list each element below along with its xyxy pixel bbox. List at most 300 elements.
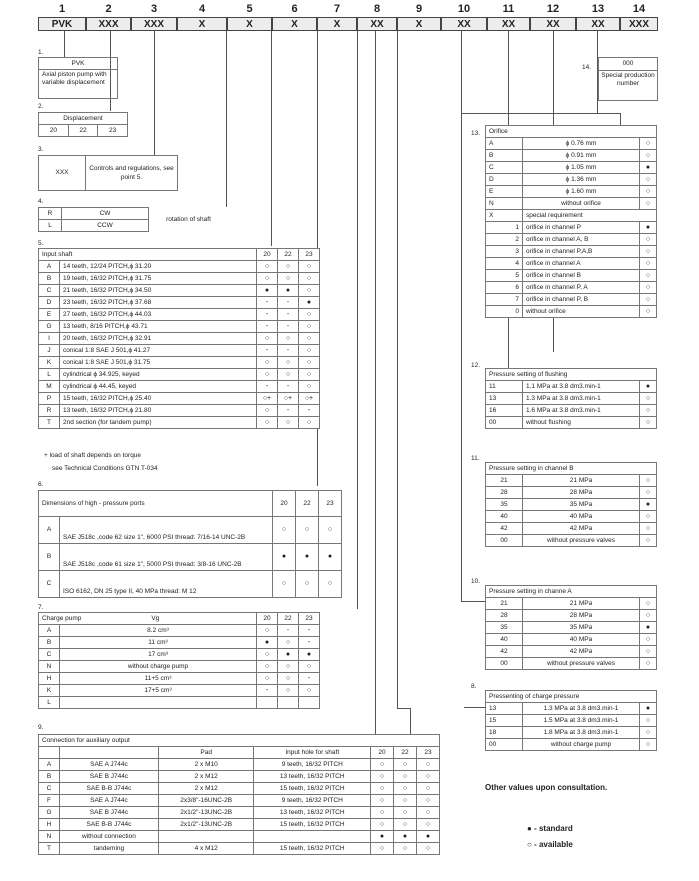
header-code-box: XX bbox=[530, 17, 576, 31]
table-cell: ○ bbox=[640, 523, 657, 535]
table-header-row bbox=[39, 735, 440, 747]
s9-num: 9. bbox=[38, 724, 44, 731]
table-cell bbox=[60, 697, 257, 709]
table-cell: ○ bbox=[394, 819, 417, 831]
table-cell: - bbox=[257, 321, 278, 333]
table-cell: ● bbox=[278, 285, 299, 297]
table-cell: 22 bbox=[278, 249, 299, 261]
table-cell: B bbox=[486, 150, 523, 162]
table-cell: conical 1:8 SAE J 501,ϕ 31.75 bbox=[60, 357, 257, 369]
table-cell: orifice in channel P, B bbox=[523, 294, 640, 306]
table-row bbox=[39, 285, 320, 297]
table-cell: 2x3/8"-16UNC-2B bbox=[158, 795, 254, 807]
table-cell: ○ bbox=[299, 321, 320, 333]
table-cell: A bbox=[486, 138, 523, 150]
table-cell: ○ bbox=[299, 381, 320, 393]
table-row bbox=[486, 598, 657, 610]
table-cell: ○ bbox=[394, 783, 417, 795]
table-cell: 11 bbox=[486, 381, 523, 393]
table-row bbox=[39, 685, 320, 697]
header-position-number: 1 bbox=[58, 3, 66, 15]
table-cell: ○ bbox=[394, 795, 417, 807]
header-position-number: 14 bbox=[632, 3, 646, 15]
table-row bbox=[486, 727, 657, 739]
table-cell: 15 teeth, 16/32 PITCH bbox=[254, 783, 371, 795]
table-cell: 21 MPa bbox=[523, 475, 640, 487]
table-cell: 00 bbox=[486, 535, 523, 547]
s5-note2: see Technical Conditions GTN T-034 bbox=[52, 465, 158, 472]
table-cell: 15 teeth, 16/32 PITCH bbox=[254, 819, 371, 831]
table-header-row bbox=[39, 613, 320, 625]
header-code-box: X bbox=[272, 17, 317, 31]
s7-title-cell bbox=[39, 613, 257, 625]
table-cell: 28 MPa bbox=[523, 610, 640, 622]
table-row bbox=[39, 673, 320, 685]
table-cell: T bbox=[39, 417, 60, 429]
s11-num: 11. bbox=[471, 455, 480, 462]
table-cell: ○ bbox=[371, 771, 394, 783]
table-cell: ● bbox=[299, 297, 320, 309]
table-cell: ○ bbox=[257, 673, 278, 685]
table-cell: 1.6 MPa at 3.8 dm3.min-1 bbox=[523, 405, 640, 417]
table-cell: ○ bbox=[394, 759, 417, 771]
table-cell: ○ bbox=[299, 685, 320, 697]
table-cell: 40 MPa bbox=[523, 634, 640, 646]
table-cell: SAE B J744c bbox=[60, 807, 159, 819]
table-row bbox=[486, 381, 657, 393]
table-row bbox=[39, 273, 320, 285]
table-cell: SAE J518c ,code 61 size 1", 5000 PSI thread: 3/8-16 UNC-2B bbox=[60, 544, 273, 571]
table-cell: - bbox=[299, 405, 320, 417]
table-cell: ○ bbox=[417, 795, 440, 807]
s8-charge-pressure-table bbox=[485, 690, 657, 751]
s4-code: R bbox=[39, 208, 62, 220]
table-cell: without orifice bbox=[523, 198, 640, 210]
table-cell: ○ bbox=[371, 843, 394, 855]
table-cell bbox=[257, 697, 278, 709]
table-cell: 20 bbox=[273, 491, 296, 517]
table-cell: ○ bbox=[296, 517, 319, 544]
table-cell: H bbox=[39, 819, 60, 831]
table-cell: 42 MPa bbox=[523, 523, 640, 535]
s2-value: 22 bbox=[68, 125, 98, 137]
table-cell: 23 bbox=[299, 613, 320, 625]
table-cell: 13 teeth, 16/32 PITCH,ϕ 21.80 bbox=[60, 405, 257, 417]
table-cell: orifice in channel A, B bbox=[523, 234, 640, 246]
table-row bbox=[486, 234, 657, 246]
header-position-number: 9 bbox=[415, 3, 423, 15]
table-cell: 2 x M12 bbox=[158, 771, 254, 783]
table-cell: ○ bbox=[640, 715, 657, 727]
table-cell: 42 bbox=[486, 523, 523, 535]
table-cell: ○ bbox=[299, 285, 320, 297]
table-cell: SAE B J744c bbox=[60, 771, 159, 783]
table-cell: ○ bbox=[278, 369, 299, 381]
s1-desc: Axial piston pump with variable displacement bbox=[42, 71, 107, 86]
table-cell: ○ bbox=[371, 807, 394, 819]
table-header-row bbox=[486, 463, 657, 475]
table-row bbox=[486, 138, 657, 150]
table-row bbox=[39, 831, 440, 843]
s14-box bbox=[598, 57, 658, 101]
table-cell: ○ bbox=[257, 625, 278, 637]
table-row bbox=[486, 294, 657, 306]
table-cell: without pressure valves bbox=[523, 535, 640, 547]
table-cell: ● bbox=[640, 703, 657, 715]
table-cell: ○ bbox=[278, 417, 299, 429]
table-cell: 13 teeth, 8/16 PITCH,ϕ 43.71 bbox=[60, 321, 257, 333]
table-cell: 1.8 MPa at 3.8 dm3.min-1 bbox=[523, 727, 640, 739]
table-cell: 1 bbox=[486, 222, 523, 234]
s1-box bbox=[38, 57, 118, 99]
table-cell: 8.2 cm³ bbox=[60, 625, 257, 637]
table-cell: ○ bbox=[640, 487, 657, 499]
table-cell: 2x1/2"-13UNC-2B bbox=[158, 819, 254, 831]
table-cell: without orifice bbox=[523, 306, 640, 318]
table-cell bbox=[158, 831, 254, 843]
table-row bbox=[486, 535, 657, 547]
table-row bbox=[39, 517, 342, 544]
table-cell: 15 teeth, 16/32 PITCH bbox=[254, 843, 371, 855]
table-cell: ○+ bbox=[278, 393, 299, 405]
table-cell: 28 MPa bbox=[523, 487, 640, 499]
table-cell: B bbox=[39, 771, 60, 783]
s13-num: 13. bbox=[471, 130, 481, 137]
s4-label: rotation of shaft bbox=[166, 215, 211, 223]
table-cell: without flushing bbox=[523, 417, 640, 429]
table-cell: 23 bbox=[319, 491, 342, 517]
footer-note: Other values upon consultation. bbox=[485, 783, 608, 792]
table-cell: ○ bbox=[278, 661, 299, 673]
table-cell: ○ bbox=[257, 357, 278, 369]
table-cell: ○ bbox=[257, 649, 278, 661]
table-row bbox=[39, 345, 320, 357]
table-row bbox=[486, 658, 657, 670]
table-row bbox=[39, 417, 320, 429]
table-cell: ○ bbox=[278, 261, 299, 273]
table-cell: ϕ 1.36 mm bbox=[523, 174, 640, 186]
table-cell: 4 x M12 bbox=[158, 843, 254, 855]
table-cell: - bbox=[278, 381, 299, 393]
table-cell: ○ bbox=[278, 333, 299, 345]
table-cell: ○ bbox=[640, 646, 657, 658]
table-cell: A bbox=[39, 625, 60, 637]
table-cell: ● bbox=[257, 637, 278, 649]
table-cell: SAE A J744c bbox=[60, 759, 159, 771]
table-cell: ○ bbox=[640, 634, 657, 646]
table-cell: 42 bbox=[486, 646, 523, 658]
table-row bbox=[486, 511, 657, 523]
header-code-box: XX bbox=[576, 17, 620, 31]
table-cell: ○ bbox=[257, 369, 278, 381]
table-cell: - bbox=[257, 685, 278, 697]
table-cell: 13 teeth, 16/32 PITCH bbox=[254, 807, 371, 819]
s9-aux-output-table bbox=[38, 734, 440, 855]
table-cell: ○ bbox=[273, 571, 296, 598]
table-cell: ○ bbox=[640, 258, 657, 270]
table-cell: - bbox=[257, 345, 278, 357]
table-row bbox=[39, 819, 440, 831]
table-cell: ● bbox=[278, 649, 299, 661]
table-row bbox=[39, 807, 440, 819]
table-cell: P bbox=[39, 393, 60, 405]
s14-num: 14. bbox=[582, 64, 592, 71]
table-cell: J bbox=[39, 345, 60, 357]
s13-orifice-table bbox=[485, 125, 657, 318]
table-cell: SAE B-B J744c bbox=[60, 783, 159, 795]
table-cell: B bbox=[39, 544, 60, 571]
table-cell: ○ bbox=[640, 727, 657, 739]
s8-title: Pressenting of charge pressure bbox=[486, 691, 657, 703]
s11-title: Pressure setting in channel B bbox=[486, 463, 657, 475]
s11-channel-b-table bbox=[485, 462, 657, 547]
table-cell: cylindrical ϕ 44.45, keyed bbox=[60, 381, 257, 393]
table-cell: ○ bbox=[417, 759, 440, 771]
table-cell: Input hole for shaft bbox=[254, 747, 371, 759]
table-cell: ○ bbox=[371, 759, 394, 771]
s4-table bbox=[38, 207, 228, 232]
standard-dot-icon: ● bbox=[527, 824, 532, 833]
table-row bbox=[39, 625, 320, 637]
table-cell: Pad bbox=[158, 747, 254, 759]
table-cell: 6 bbox=[486, 282, 523, 294]
table-cell: 17 cm³ bbox=[60, 649, 257, 661]
table-cell: ○ bbox=[417, 843, 440, 855]
table-cell: ϕ 0.76 mm bbox=[523, 138, 640, 150]
table-cell: ○ bbox=[299, 309, 320, 321]
table-cell: ○ bbox=[299, 261, 320, 273]
s10-channel-a-table bbox=[485, 585, 657, 670]
table-cell: ○ bbox=[371, 819, 394, 831]
table-cell: K bbox=[39, 685, 60, 697]
table-row bbox=[486, 186, 657, 198]
table-cell: ● bbox=[417, 831, 440, 843]
table-cell: ○ bbox=[278, 357, 299, 369]
table-cell: ○ bbox=[640, 282, 657, 294]
table-cell: without charge pump bbox=[60, 661, 257, 673]
table-cell: ○ bbox=[278, 685, 299, 697]
table-cell: 40 MPa bbox=[523, 511, 640, 523]
table-cell: 2x1/2"-13UNC-2B bbox=[158, 807, 254, 819]
table-cell: ○ bbox=[640, 598, 657, 610]
table-row bbox=[486, 475, 657, 487]
table-cell: ○ bbox=[278, 673, 299, 685]
table-cell: ○ bbox=[640, 294, 657, 306]
table-cell: ○ bbox=[394, 843, 417, 855]
table-cell: C bbox=[39, 783, 60, 795]
table-cell: - bbox=[299, 625, 320, 637]
table-row bbox=[39, 357, 320, 369]
header-code-box: X bbox=[177, 17, 227, 31]
table-cell: 40 bbox=[486, 634, 523, 646]
table-cell: SAE A J744c bbox=[60, 795, 159, 807]
table-cell: ○ bbox=[417, 819, 440, 831]
table-cell: A bbox=[39, 759, 60, 771]
table-cell: ○ bbox=[257, 661, 278, 673]
table-cell: ○ bbox=[299, 345, 320, 357]
table-cell: ● bbox=[299, 649, 320, 661]
table-cell: special requirement bbox=[523, 210, 657, 222]
table-cell: 2nd section (for tandem pump) bbox=[60, 417, 257, 429]
table-row bbox=[486, 523, 657, 535]
table-cell: ○ bbox=[640, 739, 657, 751]
table-row bbox=[486, 715, 657, 727]
s12-num: 12. bbox=[471, 362, 481, 369]
table-row bbox=[486, 646, 657, 658]
header-code-box: X bbox=[317, 17, 357, 31]
s13-title: Orifice bbox=[486, 126, 657, 138]
table-cell: ○ bbox=[299, 661, 320, 673]
table-cell: - bbox=[278, 297, 299, 309]
table-cell: - bbox=[278, 405, 299, 417]
table-cell: ○+ bbox=[299, 393, 320, 405]
table-cell: ○ bbox=[299, 369, 320, 381]
table-cell: ○ bbox=[257, 333, 278, 345]
legend-standard bbox=[527, 824, 573, 833]
table-cell: ϕ 1.05 mm bbox=[523, 162, 640, 174]
table-cell: A bbox=[39, 517, 60, 544]
table-cell: H bbox=[39, 673, 60, 685]
table-cell: ● bbox=[640, 162, 657, 174]
table-cell: ○ bbox=[394, 807, 417, 819]
s7-num: 7. bbox=[38, 604, 44, 611]
table-cell bbox=[299, 697, 320, 709]
table-row bbox=[39, 783, 440, 795]
table-cell: 13 bbox=[486, 703, 523, 715]
header-position-number: 10 bbox=[457, 3, 471, 15]
table-row bbox=[486, 622, 657, 634]
table-cell: ○ bbox=[640, 306, 657, 318]
header-position-number: 3 bbox=[150, 3, 158, 15]
header-code-box: XXX bbox=[86, 17, 131, 31]
table-cell: ○ bbox=[640, 234, 657, 246]
table-cell: ● bbox=[319, 544, 342, 571]
table-cell: C bbox=[39, 649, 60, 661]
table-cell: N bbox=[39, 661, 60, 673]
table-row bbox=[486, 703, 657, 715]
header-position-number: 6 bbox=[291, 3, 298, 15]
table-cell: 0 bbox=[486, 306, 523, 318]
table-cell: 9 teeth, 16/32 PITCH bbox=[254, 759, 371, 771]
table-cell: 20 bbox=[257, 613, 278, 625]
table-cell: 7 bbox=[486, 294, 523, 306]
table-row bbox=[39, 261, 320, 273]
header-code-box: PVK bbox=[38, 17, 86, 31]
table-row bbox=[39, 381, 320, 393]
header-code-box: XX bbox=[487, 17, 530, 31]
table-cell: ○ bbox=[640, 246, 657, 258]
s1-num: 1. bbox=[38, 49, 44, 56]
table-cell: 00 bbox=[486, 739, 523, 751]
table-cell: ISO 6162, DN 25 type II, 40 MPa thread: M 12 bbox=[60, 571, 273, 598]
table-row bbox=[486, 282, 657, 294]
table-cell: I bbox=[39, 333, 60, 345]
table-cell: ● bbox=[640, 222, 657, 234]
s5-num: 5. bbox=[38, 240, 44, 247]
header-position-number: 11 bbox=[502, 3, 515, 15]
table-cell: 15 teeth, 16/32 PITCH,ϕ 25.40 bbox=[60, 393, 257, 405]
header-position-number: 5 bbox=[246, 3, 253, 15]
s3-desc: Controls and regulations, see point 5. bbox=[86, 156, 178, 191]
table-cell: orifice in channel P,A,B bbox=[523, 246, 640, 258]
table-header-row bbox=[39, 249, 320, 261]
table-cell: orifice in channel A bbox=[523, 258, 640, 270]
table-row bbox=[486, 174, 657, 186]
table-cell: 35 bbox=[486, 499, 523, 511]
s2-title: Displacement bbox=[39, 113, 128, 125]
table-row bbox=[486, 150, 657, 162]
table-cell: ○ bbox=[257, 405, 278, 417]
s8-num: 8. bbox=[471, 683, 477, 690]
s4-code: L bbox=[39, 220, 62, 232]
table-cell: - bbox=[299, 637, 320, 649]
table-cell: ● bbox=[640, 499, 657, 511]
table-cell: B bbox=[39, 637, 60, 649]
table-cell: ○ bbox=[640, 610, 657, 622]
table-cell: without charge pump bbox=[523, 739, 640, 751]
table-row bbox=[486, 634, 657, 646]
table-cell: 14 teeth, 12/24 PITCH,ϕ 31.20 bbox=[60, 261, 257, 273]
table-cell: 1.5 MPa at 3.8 dm3.min-1 bbox=[523, 715, 640, 727]
table-cell: - bbox=[257, 297, 278, 309]
table-row bbox=[39, 697, 320, 709]
table-cell: R bbox=[39, 405, 60, 417]
table-row bbox=[39, 661, 320, 673]
table-cell: ○ bbox=[640, 658, 657, 670]
table-cell: X bbox=[486, 210, 523, 222]
table-row bbox=[39, 393, 320, 405]
s3-table bbox=[38, 155, 178, 191]
table-cell: 19 teeth, 16/32 PITCH,ϕ 31.75 bbox=[60, 273, 257, 285]
table-cell: ○ bbox=[299, 417, 320, 429]
table-cell: 13 bbox=[486, 393, 523, 405]
table-cell: L bbox=[39, 697, 60, 709]
table-cell: without pressure valves bbox=[523, 658, 640, 670]
table-cell: ○ bbox=[640, 138, 657, 150]
table-row bbox=[486, 610, 657, 622]
s7-vg: Vg bbox=[151, 614, 160, 622]
table-cell: ○ bbox=[640, 150, 657, 162]
table-cell: ○ bbox=[640, 393, 657, 405]
table-cell: N bbox=[39, 831, 60, 843]
header-code-box: X bbox=[397, 17, 441, 31]
table-cell: ○ bbox=[299, 273, 320, 285]
table-row bbox=[39, 544, 342, 571]
table-cell: ○ bbox=[278, 637, 299, 649]
table-cell: 22 bbox=[278, 613, 299, 625]
table-cell: orifice in channel B bbox=[523, 270, 640, 282]
table-cell: ○ bbox=[640, 417, 657, 429]
header-code-box: XX bbox=[441, 17, 487, 31]
table-row bbox=[486, 393, 657, 405]
table-cell: ○ bbox=[273, 517, 296, 544]
s14-code: 000 bbox=[599, 58, 657, 71]
table-cell: 21 teeth, 16/32 PITCH,ϕ 34.50 bbox=[60, 285, 257, 297]
table-cell: ○ bbox=[319, 517, 342, 544]
table-cell: ○ bbox=[257, 273, 278, 285]
table-row bbox=[486, 739, 657, 751]
table-cell: ○ bbox=[640, 198, 657, 210]
s4-num: 4. bbox=[38, 198, 44, 205]
table-row bbox=[486, 210, 657, 222]
table-cell bbox=[278, 697, 299, 709]
table-cell: 35 MPa bbox=[523, 499, 640, 511]
legend-available-text: - available bbox=[534, 840, 573, 849]
table-row bbox=[39, 309, 320, 321]
table-cell: ○ bbox=[417, 771, 440, 783]
header-position-number: 4 bbox=[198, 3, 206, 15]
table-cell: 20 teeth, 16/32 PITCH,ϕ 32.91 bbox=[60, 333, 257, 345]
